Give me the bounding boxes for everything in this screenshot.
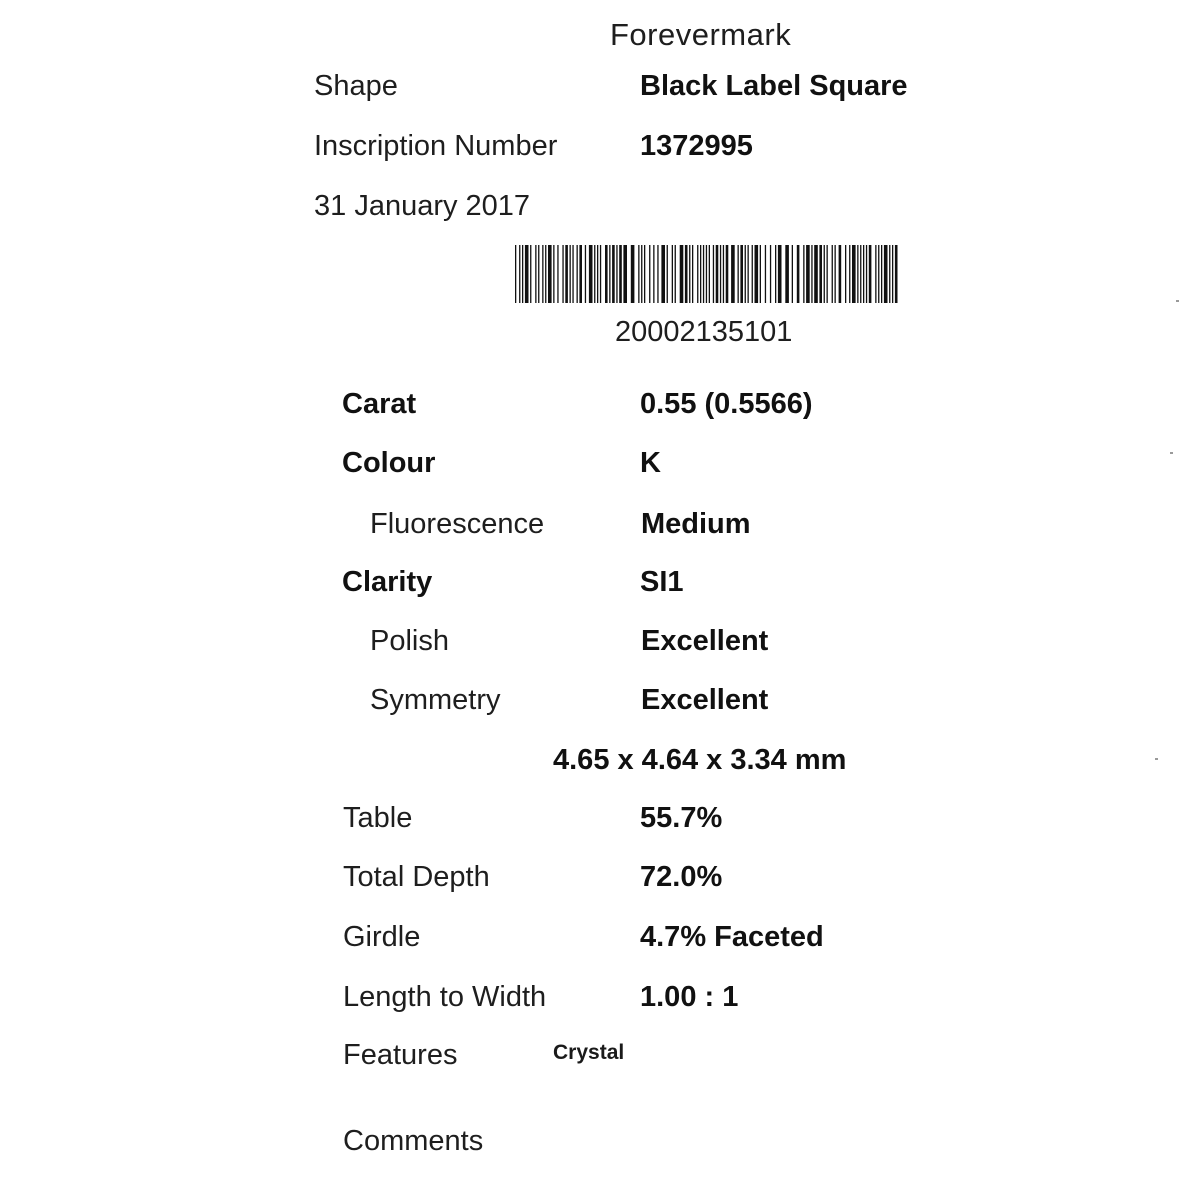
report-date: 31 January 2017 (314, 190, 531, 222)
colour-label: Colour (342, 447, 436, 479)
length-to-width-label: Length to Width (343, 981, 547, 1013)
table-label: Table (343, 802, 413, 834)
comments-label: Comments (343, 1125, 484, 1157)
clarity-value: SI1 (640, 566, 684, 598)
colour-value: K (640, 447, 661, 479)
shape-label: Shape (314, 70, 398, 102)
features-label: Features (343, 1039, 458, 1071)
scan-speck (1170, 452, 1173, 454)
brand-name: Forevermark (610, 17, 792, 52)
total-depth-label: Total Depth (343, 861, 490, 893)
polish-value: Excellent (641, 625, 769, 657)
symmetry-label: Symmetry (370, 684, 501, 716)
shape-value: Black Label Square (640, 70, 908, 102)
features-value: Crystal (553, 1041, 625, 1064)
scan-speck (1155, 758, 1158, 760)
carat-label: Carat (342, 388, 417, 420)
barcode-image (515, 245, 900, 303)
table-value: 55.7% (640, 802, 723, 834)
symmetry-value: Excellent (641, 684, 769, 716)
girdle-label: Girdle (343, 921, 421, 953)
measurements: 4.65 x 4.64 x 3.34 mm (553, 744, 847, 776)
carat-value: 0.55 (0.5566) (640, 388, 813, 420)
clarity-label: Clarity (342, 566, 433, 598)
total-depth-value: 72.0% (640, 861, 723, 893)
barcode-number: 20002135101 (615, 316, 793, 348)
fluorescence-label: Fluorescence (370, 508, 545, 540)
polish-label: Polish (370, 625, 449, 657)
girdle-value: 4.7% Faceted (640, 921, 824, 953)
inscription-number-label: Inscription Number (314, 130, 558, 162)
scan-speck (1176, 300, 1179, 302)
length-to-width-value: 1.00 : 1 (640, 981, 739, 1013)
inscription-number-value: 1372995 (640, 130, 753, 162)
fluorescence-value: Medium (641, 508, 751, 540)
